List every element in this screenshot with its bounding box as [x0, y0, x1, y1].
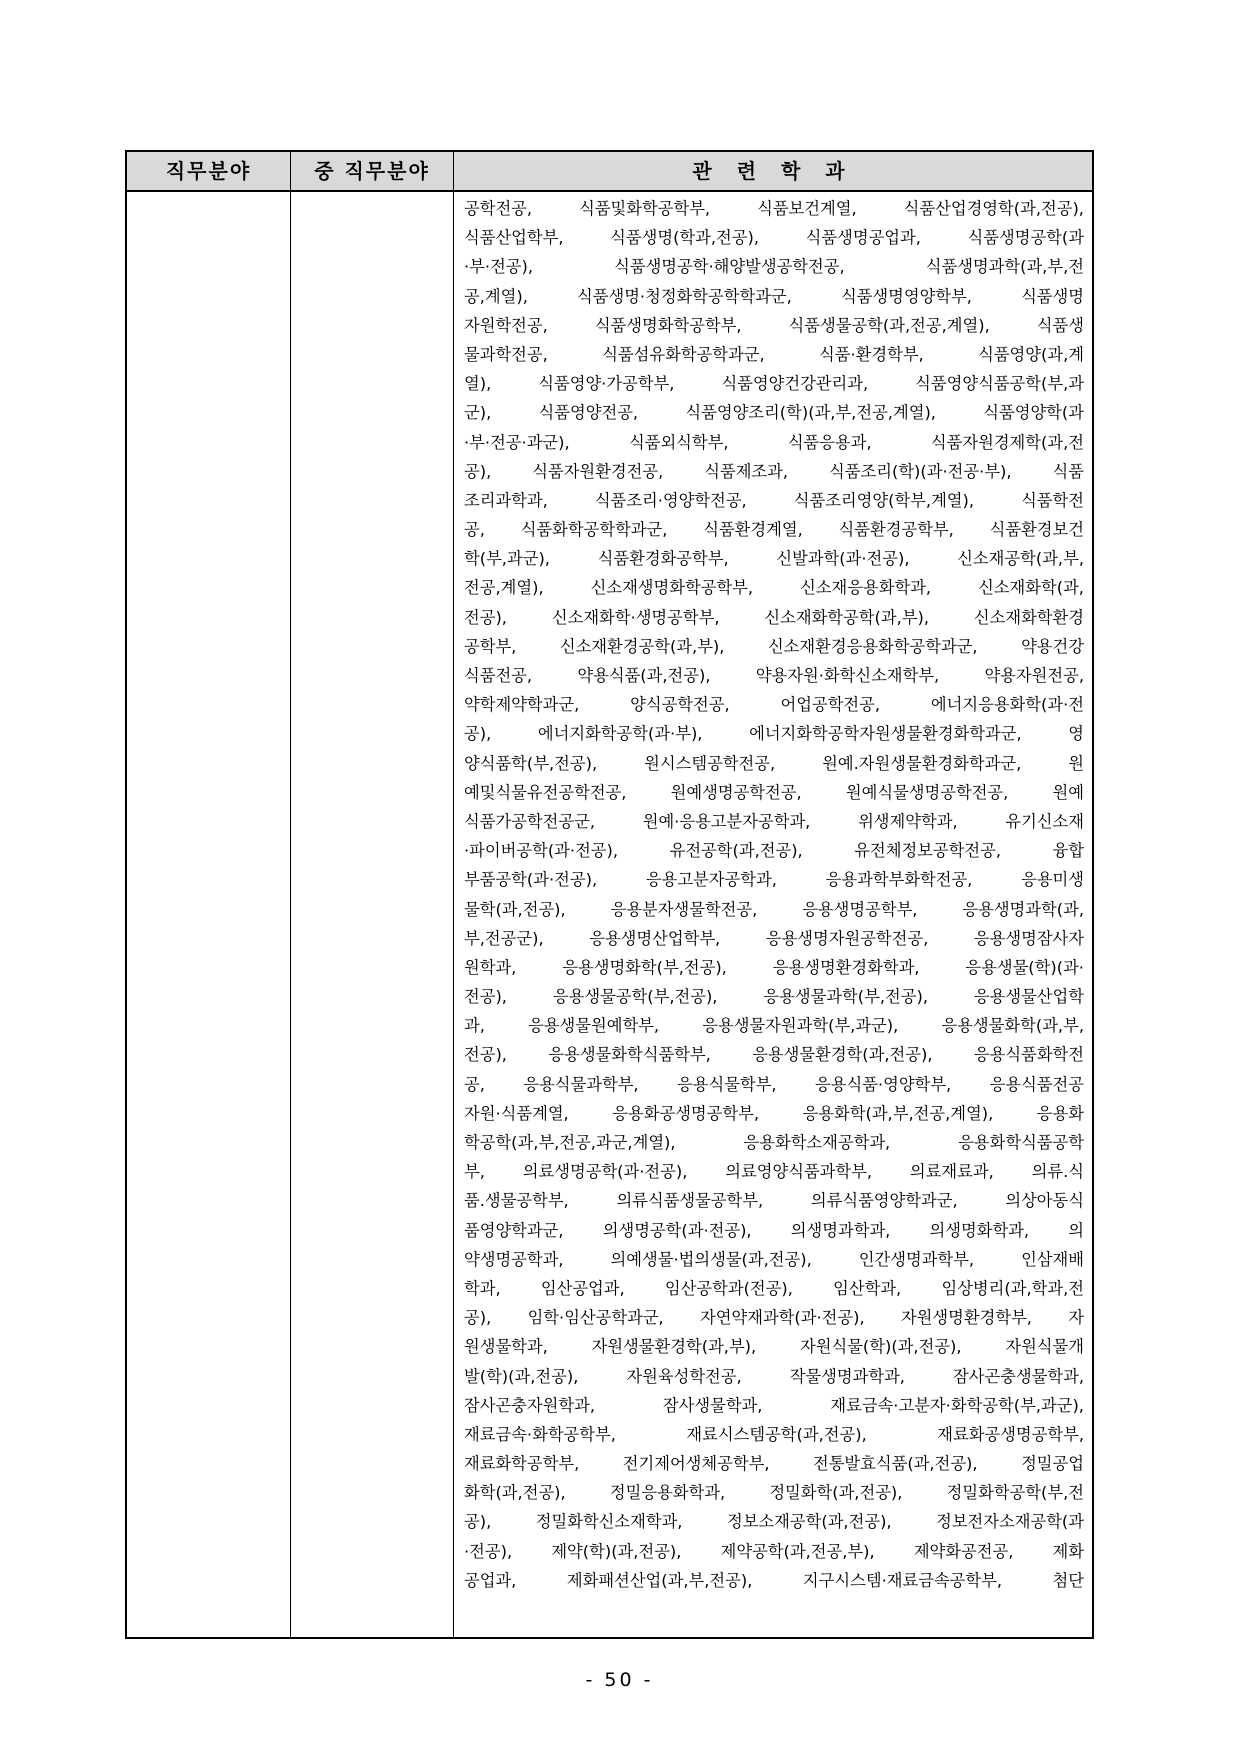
- department-text-line: 공,계열), 식품생명·청정화학공학학과군, 식품생명영양학부, 식품생명: [464, 286, 1084, 306]
- column-divider: [453, 192, 454, 1637]
- department-text-line: 공), 식품자원환경전공, 식품제조과, 식품조리(학)(과·전공·부), 식품: [464, 461, 1084, 481]
- department-text-line: 군), 식품영양전공, 식품영양조리(학)(과,부,전공,계열), 식품영양학(과: [464, 403, 1084, 423]
- department-text-line: 원생물학과, 자원생물환경학(과,부), 자원식물(학)(과,전공), 자원식물개: [464, 1337, 1084, 1357]
- department-text-line: 재료화학공학부, 전기제어생체공학부, 전통발효식품(과,전공), 정밀공업: [464, 1454, 1084, 1474]
- department-text-line: 공), 임학·임산공학과군, 자연약재과학(과·전공), 자원생명환경학부, 자: [464, 1308, 1084, 1328]
- department-text-line: 공학전공, 식품및화학공학부, 식품보건계열, 식품산업경영학(과,전공),: [464, 199, 1084, 218]
- department-text-line: 식품산업학부, 식품생명(학과,전공), 식품생명공업과, 식품생명공학(과: [464, 228, 1084, 248]
- department-text-line: 약학제약학과군, 양식공학전공, 어업공학전공, 에너지응용화학(과·전: [464, 695, 1084, 715]
- column-divider: [290, 192, 291, 1637]
- related-department-text: [464, 194, 1084, 1595]
- department-text-line: 자원·식품계열, 응용화공생명공학부, 응용화학(과,부,전공,계열), 응용화: [464, 1103, 1084, 1123]
- department-text-line: ·부·전공), 식품생명공학·해양발생공학전공, 식품생명과학(과,부,전: [464, 257, 1084, 277]
- department-text-line: 공학부, 신소재환경공학(과,부), 신소재환경응용화학공학과군, 약용건강: [464, 636, 1084, 656]
- department-text-line: 물과학전공, 식품섬유화학공학과군, 식품·환경학부, 식품영양(과,계: [464, 344, 1084, 364]
- department-text-line: 품.생물공학부, 의류식품생물공학부, 의류식품영양학과군, 의상아동식: [464, 1191, 1084, 1211]
- department-text-line: 전공,계열), 신소재생명화학공학부, 신소재응용화학과, 신소재화학(과,: [464, 578, 1084, 598]
- header-sub-job-field: 중 직무분야: [291, 152, 454, 190]
- department-text-line: 공, 응용식물과학부, 응용식물학부, 응용식품·영양학부, 응용식품전공: [464, 1074, 1084, 1094]
- department-text-line: ·파이버공학(과·전공), 유전공학(과,전공), 유전체정보공학전공, 융합: [464, 841, 1084, 861]
- department-text-line: 부,전공군), 응용생명산업학부, 응용생명자원공학전공, 응용생명잠사자: [464, 928, 1084, 948]
- header-related-department: 관 련 학 과: [692, 159, 854, 183]
- department-text-line: 재료금속·화학공학부, 재료시스템공학(과,전공), 재료화공생명공학부,: [464, 1424, 1084, 1444]
- department-text-line: 공, 식품화학공학학과군, 식품환경계열, 식품환경공학부, 식품환경보건: [464, 520, 1084, 540]
- department-table: [125, 150, 1094, 1639]
- department-text-line: 학(부,과군), 식품환경화공학부, 신발과학(과·전공), 신소재공학(과,부,: [464, 549, 1084, 569]
- department-text-line: 발(학)(과,전공), 자원육성학전공, 작물생명과학과, 잠사곤충생물학과,: [464, 1366, 1084, 1386]
- department-text-line: 자원학전공, 식품생명화학공학부, 식품생물공학(과,전공,계열), 식품생: [464, 315, 1084, 335]
- department-text-line: 공), 정밀화학신소재학과, 정보소재공학(과,전공), 정보전자소재공학(과: [464, 1512, 1084, 1532]
- department-text-line: 품영양학과군, 의생명공학(과·전공), 의생명과학과, 의생명화학과, 의: [464, 1220, 1084, 1240]
- page-number: - 50 -: [585, 1669, 654, 1691]
- department-text-line: 부, 의료생명공학(과·전공), 의료영양식품과학부, 의료재료과, 의류.식: [464, 1162, 1084, 1182]
- department-text-line: 학과, 임산공업과, 임산공학과(전공), 임산학과, 임상병리(과,학과,전: [464, 1278, 1084, 1298]
- department-text-line: 과, 응용생물원예학부, 응용생물자원과학(부,과군), 응용생물화학(과,부,: [464, 1016, 1084, 1036]
- department-text-line: 조리과학과, 식품조리·영양학전공, 식품조리영양(학부,계열), 식품학전: [464, 490, 1084, 510]
- department-text-line: ·전공), 제약(학)(과,전공), 제약공학(과,전공,부), 제약화공전공, 제화: [464, 1541, 1084, 1561]
- department-text-line: 예및식물유전공학전공, 원예생명공학전공, 원예식물생명공학전공, 원예: [464, 782, 1084, 802]
- department-text-line: 부품공학(과·전공), 응용고분자공학과, 응용과학부화학전공, 응용미생: [464, 870, 1084, 890]
- department-text-line: 양식품학(부,전공), 원시스템공학전공, 원예.자원생물환경화학과군, 원: [464, 753, 1084, 773]
- department-text-line: 열), 식품영양·가공학부, 식품영양건강관리과, 식품영양식품공학(부,과: [464, 374, 1084, 394]
- department-text-line: ·부·전공·과군), 식품외식학부, 식품응용과, 식품자원경제학(과,전: [464, 432, 1084, 452]
- department-text-line: 전공), 응용생물공학(부,전공), 응용생물과학(부,전공), 응용생물산업학: [464, 987, 1084, 1007]
- department-text-line: 약생명공학과, 의예생물·법의생물(과,전공), 인간생명과학부, 인삼재배: [464, 1249, 1084, 1269]
- department-text-line: 학공학(과,부,전공,과군,계열), 응용화학소재공학과, 응용화학식품공학: [464, 1133, 1084, 1152]
- department-text-line: 전공), 신소재화학·생명공학부, 신소재화학공학(과,부), 신소재화학환경: [464, 607, 1084, 627]
- department-text-line: 공), 에너지화학공학(과·부), 에너지화학공학자원생물환경화학과군, 영: [464, 724, 1084, 744]
- department-text-line: 공업과, 제화패션산업(과,부,전공), 지구시스템·재료금속공학부, 첨단: [464, 1570, 1084, 1590]
- department-text-line: 잠사곤충자원학과, 잠사생물학과, 재료금속·고분자·화학공학(부,과군),: [464, 1395, 1084, 1415]
- header-job-field: 직무분야: [127, 152, 291, 190]
- table-header-row: [127, 152, 1092, 192]
- department-text-line: 식품가공학전공군, 원예·응용고분자공학과, 위생제약학과, 유기신소재: [464, 811, 1084, 831]
- department-text-line: 전공), 응용생물화학식품학부, 응용생물환경학(과,전공), 응용식품화학전: [464, 1045, 1084, 1065]
- department-text-line: 식품전공, 약용식품(과,전공), 약용자원·화학신소재학부, 약용자원전공,: [464, 666, 1084, 685]
- department-text-line: 화학(과,전공), 정밀응용화학과, 정밀화학(과,전공), 정밀화학공학(부,전: [464, 1483, 1084, 1503]
- department-text-line: 원학과, 응용생명화학(부,전공), 응용생명환경화학과, 응용생물(학)(과·: [464, 957, 1084, 977]
- department-text-line: 물학(과,전공), 응용분자생물학전공, 응용생명공학부, 응용생명과학(과,: [464, 899, 1084, 919]
